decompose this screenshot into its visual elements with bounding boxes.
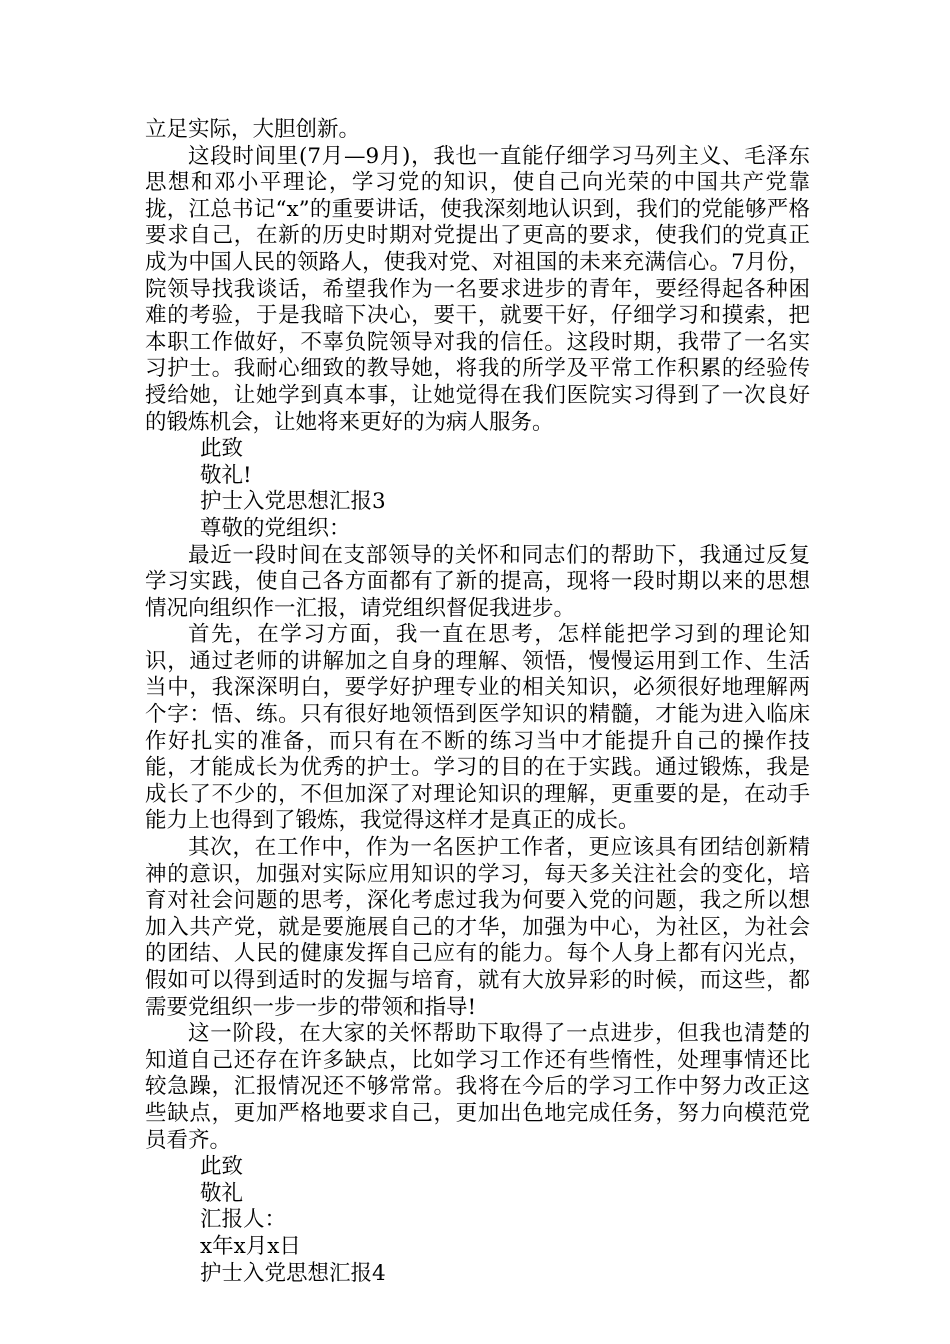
paragraph-summary: 这一阶段，在大家的关怀帮助下取得了一点进步，但我也清楚的知道自己还存在许多缺点，比如学习工作还有些惰性，处理事情还比较急躁，汇报情况还不够常常。我将在今后的学习工作中努力改正这些缺点，更加严格地要求自己，更加出色地完成任务，努力向模范党员看齐。 [145, 1021, 810, 1153]
closing-line: 此致 [200, 436, 244, 462]
greeting-line: 尊敬的党组织： [200, 515, 351, 541]
document-body [145, 117, 810, 1287]
closing-line-2: 此致 [200, 1154, 244, 1180]
paragraph-continuation: 立足实际，大胆创新。 [145, 117, 361, 142]
paragraph-study: 首先，在学习方面，我一直在思考，怎样能把学习到的理论知识，通过老师的讲解加之自身的理解、领悟，慢慢运用到工作、生活当中，我深深明白，要学好护理专业的相关知识，必须很好地理解两个字：悟、练。只有很好地领悟到医学知识的精髓，才能为进入临床作好扎实的准备，而只有在不断的练习当中才能提升自己的操作技能，才能成长为优秀的护士。学习的目的在于实践。通过锻炼，我是成长了不少的，不但加深了对理论知识的理解，更重要的是，在动手能力上也得到了锻炼，我觉得这样才是真正的成长。 [145, 622, 810, 834]
salute-line: 敬礼! [200, 462, 252, 488]
report-title-4: 护士入党思想汇报4 [200, 1260, 386, 1286]
date-line: x年x月x日 [200, 1233, 301, 1259]
paragraph-intro: 最近一段时间在支部领导的关怀和同志们的帮助下，我通过反复学习实践，使自己各方面都有了新的提高，现将一段时期以来的思想情况向组织作一汇报，请党组织督促我进步。 [145, 542, 810, 621]
salute-line-2: 敬礼 [200, 1180, 244, 1206]
paragraph-work: 其次，在工作中，作为一名医护工作者，更应该具有团结创新精神的意识，加强对实际应用知识的学习，每天多关注社会的变化，培育对社会问题的思考，深化考虑过我为何要入党的问题，我之所以想加入共产党，就是要施展自己的才华，加强为中心，为社区，为社会的团结、人民的健康发挥自己应有的能力。每个人身上都有闪光点，假如可以得到适时的发掘与培育，就有大放异彩的时候，而这些，都需要党组织一步一步的带领和指导! [145, 835, 810, 1020]
reporter-line: 汇报人： [200, 1207, 287, 1233]
report-title-3: 护士入党思想汇报3 [200, 489, 386, 515]
paragraph-study-period: 这段时间里(7月—9月)，我也一直能仔细学习马列主义、毛泽东思想和邓小平理论，学习党的知识，使自己向光荣的中国共产党靠拢，江总书记“x”的重要讲话，使我深刻地认识到，我们的党能够严格要求自己，在新的历史时期对党提出了更高的要求，使我们的党真正成为中国人民的领路人，使我对党、对祖国的未来充满信心。7月份，院领导找我谈话，希望我作为一名要求进步的青年，要经得起各种困难的考验，于是我暗下决心，要干，就要干好，仔细学习和摸索，把本职工作做好，不辜负院领导对我的信任。这段时期，我带了一名实习护士。我耐心细致的教导她，将我的所学及平常工作积累的经验传授给她，让她学到真本事，让她觉得在我们医院实习得到了一次良好的锻炼机会，让她将来更好的为病人服务。 [145, 143, 810, 435]
